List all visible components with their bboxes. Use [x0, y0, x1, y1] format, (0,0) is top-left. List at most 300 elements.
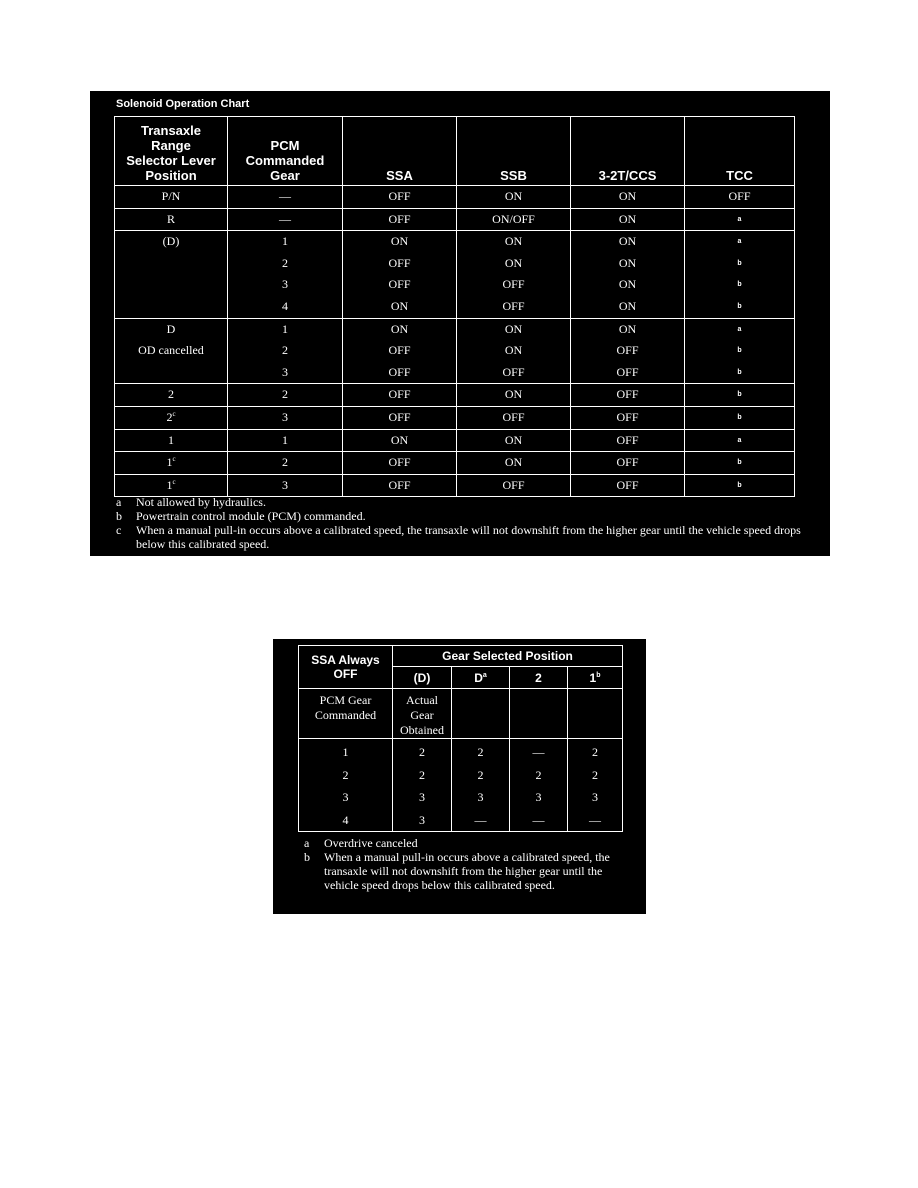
- ssb-cell: [457, 231, 571, 318]
- tcc-cell: [685, 384, 795, 407]
- col-1: [568, 667, 623, 689]
- cell-text: OFF: [616, 432, 639, 447]
- solenoid-row: [115, 186, 795, 209]
- gear-cell: [228, 406, 343, 429]
- d-paren-column: [393, 739, 452, 832]
- cell-value: 4: [342, 812, 349, 827]
- cell-value: [457, 209, 570, 231]
- d-column: [452, 739, 510, 832]
- cell-value: [457, 319, 570, 341]
- cell-value: —: [532, 745, 545, 759]
- cell-value: —: [532, 812, 545, 827]
- label-line: Commanded: [314, 708, 377, 722]
- cell-text: 3: [282, 277, 288, 292]
- cell-value: [343, 231, 456, 253]
- cell-text: —: [279, 211, 291, 226]
- cell-value: [571, 231, 684, 253]
- tcc-cell: [685, 429, 795, 452]
- tcc-cell: [685, 406, 795, 429]
- header-line: OFF: [333, 667, 358, 681]
- gear-cell: [228, 429, 343, 452]
- cell-text: P/N: [161, 189, 181, 203]
- position-cell: [115, 186, 228, 209]
- solenoid-table: [114, 116, 795, 497]
- cell-value: [571, 430, 684, 452]
- cell-text: OFF: [616, 455, 639, 470]
- col-label: 1: [589, 670, 597, 685]
- gear-cell: [228, 186, 343, 209]
- cell-text: a: [737, 436, 742, 444]
- cell-text: 2: [282, 255, 288, 270]
- position-superscript: c: [172, 477, 176, 486]
- cell-value: [228, 253, 342, 275]
- chart-footnotes: [304, 836, 634, 892]
- tcc-cell: [685, 231, 795, 318]
- ssb-cell: [457, 429, 571, 452]
- cell-text: b: [737, 281, 742, 289]
- cell-value: [457, 430, 570, 452]
- cell-text: OFF: [616, 343, 639, 358]
- col-d-paren: [393, 667, 452, 689]
- col-label: D: [474, 670, 483, 685]
- cell-value: [343, 253, 456, 275]
- col-2: [510, 667, 568, 689]
- pcm-gear-label: [299, 689, 393, 739]
- group-header: Gear Selected Position: [393, 646, 623, 667]
- cell-text: 2: [168, 387, 174, 402]
- cell-value: 2: [419, 767, 425, 782]
- cell-text: ON: [504, 321, 523, 336]
- cell-value: [685, 475, 794, 497]
- cell-text: b: [737, 302, 742, 310]
- cell-value: [228, 430, 342, 452]
- cell-text: OFF: [388, 409, 411, 424]
- cell-text: ON/OFF: [492, 211, 535, 226]
- cell-value: [115, 384, 227, 406]
- cell-value: [685, 319, 794, 341]
- cell-value: [685, 231, 794, 253]
- label-line: Actual: [406, 693, 438, 707]
- cell-value: 1: [342, 745, 349, 759]
- cell-text: b: [737, 413, 742, 421]
- header-line: Range: [151, 138, 191, 153]
- cell-value: [685, 362, 794, 384]
- empty-cell: [510, 689, 568, 739]
- solenoid-row: [115, 231, 795, 318]
- cell-value: [457, 186, 570, 208]
- header-line: Transaxle: [141, 123, 201, 138]
- footnote-key: a: [304, 836, 310, 850]
- cell-value: —: [474, 812, 487, 827]
- footnote-key: b: [116, 509, 122, 523]
- cell-text: OFF: [616, 364, 639, 379]
- cell-value: [571, 274, 684, 296]
- cell-value: 3: [419, 790, 425, 804]
- cell-text: 2: [282, 343, 288, 358]
- cell-value: [571, 186, 684, 208]
- cell-text: OFF: [502, 298, 525, 313]
- cell-value: 3: [342, 790, 349, 804]
- footnote-text: Powertrain control module (PCM) commanded.: [136, 509, 366, 523]
- ssa-cell: [343, 474, 457, 497]
- cell-value: [571, 384, 684, 406]
- cell-value: [115, 186, 227, 208]
- one-column: [568, 739, 623, 832]
- cell-value: [115, 209, 227, 231]
- cell-text: OFF: [388, 189, 411, 203]
- header-line: Commanded: [245, 153, 325, 168]
- cell-value: [571, 340, 684, 362]
- cell-text: OFF: [502, 364, 525, 379]
- cell-text: OFF: [388, 343, 411, 358]
- cell-value: [115, 430, 227, 452]
- cell-value: [343, 340, 456, 362]
- cell-text: 3: [282, 364, 288, 379]
- cell-value: —: [589, 812, 602, 827]
- cell-text: ON: [504, 343, 523, 358]
- cell-value: 2: [477, 745, 484, 759]
- cell-text: b: [737, 391, 742, 399]
- ssb-cell: [457, 318, 571, 384]
- footnote: [304, 836, 634, 850]
- cell-value: 3: [592, 790, 599, 804]
- cell-text: D: [166, 321, 176, 336]
- cell-text: 3: [282, 409, 288, 424]
- footnote-key: c: [116, 523, 122, 537]
- header-line: Gear: [270, 168, 300, 183]
- solenoid-row: [115, 406, 795, 429]
- cell-value: [228, 296, 342, 318]
- cell-value: [228, 475, 342, 497]
- col-label: (D): [413, 670, 431, 685]
- cell-text: OFF: [388, 211, 411, 226]
- cell-value: 2: [535, 767, 542, 782]
- cell-value: 3: [419, 812, 425, 827]
- chart-footnotes: [116, 495, 806, 551]
- cell-value: [343, 475, 456, 497]
- header-line: Position: [145, 168, 197, 183]
- tcc-cell: [685, 186, 795, 209]
- cell-text: ON: [618, 277, 637, 292]
- cell-value: [685, 452, 794, 474]
- cell-text: R: [166, 211, 175, 226]
- cell-text: OFF: [388, 364, 411, 379]
- gear-cell: [228, 452, 343, 475]
- cell-value: [343, 362, 456, 384]
- ccs-cell: [571, 474, 685, 497]
- label-line: PCM Gear: [319, 693, 372, 707]
- solenoid-row: [115, 318, 795, 384]
- cell-text: ON: [504, 387, 523, 402]
- cell-value: [685, 384, 794, 406]
- header-line: SSA Always: [311, 653, 380, 667]
- cell-value: [685, 340, 794, 362]
- cell-value: [457, 296, 570, 318]
- footnote: [116, 495, 806, 509]
- position-cell: [115, 318, 228, 384]
- cell-value: [457, 274, 570, 296]
- cell-text: OFF: [388, 455, 411, 470]
- ssa-cell: [343, 429, 457, 452]
- cell-value: [457, 452, 570, 474]
- ssb-cell: [457, 186, 571, 209]
- cell-value: [115, 231, 227, 253]
- cell-value: [457, 362, 570, 384]
- cell-value: [228, 362, 342, 384]
- tcc-cell: [685, 318, 795, 384]
- cell-value: 2: [419, 745, 425, 759]
- solenoid-row: [115, 474, 795, 497]
- cell-value: [685, 296, 794, 318]
- cell-text: ON: [504, 432, 523, 447]
- cell-text: OFF: [502, 477, 525, 492]
- label-row: [299, 689, 623, 739]
- position-cell: [115, 406, 228, 429]
- cell-text: OFF: [388, 477, 411, 492]
- empty-cell: [568, 689, 623, 739]
- actual-gear-label: [393, 689, 452, 739]
- cell-value: [571, 475, 684, 497]
- cell-value: [685, 407, 794, 429]
- cell-value: 2: [592, 767, 599, 782]
- cell-value: [343, 407, 456, 429]
- header-row: [299, 646, 623, 667]
- corner-header: [299, 646, 393, 689]
- cell-value: [228, 209, 342, 231]
- cell-value: [571, 407, 684, 429]
- cell-text: OFF: [502, 277, 525, 292]
- cell-text: OFF: [616, 387, 639, 402]
- footnote-text: Overdrive canceled: [324, 836, 418, 850]
- cell-value: [343, 186, 456, 208]
- ccs-cell: [571, 406, 685, 429]
- cell-value: [115, 319, 227, 341]
- cell-value: [228, 452, 342, 474]
- cell-value: [228, 384, 342, 406]
- cell-value: [457, 384, 570, 406]
- pcm-column: [299, 739, 393, 832]
- cell-text: 1: [166, 455, 173, 470]
- ssa-cell: [343, 384, 457, 407]
- ssb-cell: [457, 208, 571, 231]
- cell-value: [343, 296, 456, 318]
- cell-value: [571, 209, 684, 231]
- cell-text: 4: [282, 298, 288, 313]
- two-column: [510, 739, 568, 832]
- cell-text: 1: [282, 321, 288, 336]
- footnote-key: b: [304, 850, 310, 864]
- ssa-cell: [343, 452, 457, 475]
- header-position: [115, 117, 228, 186]
- cell-value: [115, 340, 227, 362]
- label-line: Obtained: [400, 723, 444, 737]
- position-cell: [115, 452, 228, 475]
- cell-value: [457, 253, 570, 275]
- cell-value: [571, 362, 684, 384]
- ccs-cell: [571, 208, 685, 231]
- cell-text: 3: [282, 477, 288, 492]
- cell-text: OFF: [502, 409, 525, 424]
- position-cell: [115, 208, 228, 231]
- values-row: [299, 739, 623, 832]
- cell-value: [228, 340, 342, 362]
- cell-text: b: [737, 481, 742, 489]
- header-row: [115, 117, 795, 186]
- cell-value: [343, 384, 456, 406]
- label-line: Gear: [410, 708, 434, 722]
- ssb-cell: [457, 452, 571, 475]
- footnote-text: When a manual pull-in occurs above a calibrated speed, the transaxle will not downshift from the higher gear until the vehicle speed drops below this calibrated speed.: [324, 850, 610, 892]
- solenoid-row: [115, 452, 795, 475]
- ccs-cell: [571, 231, 685, 318]
- ssb-cell: [457, 406, 571, 429]
- cell-text: ON: [618, 321, 637, 336]
- cell-text: b: [737, 259, 742, 267]
- cell-text: ON: [504, 189, 523, 203]
- ssa-cell: [343, 231, 457, 318]
- ssa-cell: [343, 208, 457, 231]
- cell-text: 1: [168, 432, 174, 447]
- cell-value: [457, 340, 570, 362]
- footnote-text: When a manual pull-in occurs above a calibrated speed, the transaxle will not downshift from the higher gear until the vehicle speed drops below this calibrated speed.: [136, 523, 801, 551]
- cell-text: (D): [162, 234, 180, 249]
- cell-text: a: [737, 325, 742, 333]
- cell-text: b: [737, 347, 742, 355]
- chart-title: Solenoid Operation Chart: [116, 98, 250, 110]
- cell-value: [228, 274, 342, 296]
- cell-text: OD cancelled: [138, 343, 204, 358]
- cell-value: [228, 231, 342, 253]
- gear-cell: [228, 231, 343, 318]
- cell-text: 2: [282, 455, 288, 470]
- col-d: [452, 667, 510, 689]
- cell-value: 3: [477, 790, 484, 804]
- ssb-cell: [457, 474, 571, 497]
- position-cell: [115, 231, 228, 318]
- footnote: [116, 509, 806, 523]
- footnote: [116, 523, 806, 551]
- cell-value: [685, 430, 794, 452]
- gear-cell: [228, 384, 343, 407]
- solenoid-row: [115, 384, 795, 407]
- cell-text: ON: [390, 298, 409, 313]
- cell-value: 2: [342, 767, 349, 782]
- cell-text: ON: [618, 298, 637, 313]
- cell-value: [115, 452, 227, 474]
- cell-text: a: [737, 238, 742, 246]
- ccs-cell: [571, 452, 685, 475]
- header-gear: [228, 117, 343, 186]
- cell-text: ON: [390, 321, 409, 336]
- cell-text: 1: [282, 234, 288, 249]
- cell-value: [571, 319, 684, 341]
- cell-value: [343, 430, 456, 452]
- cell-value: [343, 274, 456, 296]
- ccs-cell: [571, 318, 685, 384]
- cell-text: ON: [618, 189, 637, 203]
- col-sup: b: [596, 671, 601, 679]
- ssa-cell: [343, 186, 457, 209]
- header-line: Selector Lever: [126, 153, 216, 168]
- cell-value: [457, 407, 570, 429]
- tcc-cell: [685, 474, 795, 497]
- empty-cell: [452, 689, 510, 739]
- ccs-cell: [571, 429, 685, 452]
- gear-cell: [228, 318, 343, 384]
- header-ccs: 3-2T/CCS: [571, 117, 685, 186]
- footnote-key: a: [116, 495, 122, 509]
- cell-value: [685, 186, 794, 208]
- cell-value: [115, 407, 227, 429]
- cell-text: OFF: [616, 477, 639, 492]
- cell-text: 1: [166, 477, 173, 492]
- gear-cell: [228, 208, 343, 231]
- ccs-cell: [571, 384, 685, 407]
- cell-text: OFF: [616, 409, 639, 424]
- col-sup: a: [482, 671, 487, 679]
- cell-value: 3: [535, 790, 542, 804]
- footnote: [304, 850, 634, 892]
- cell-value: [571, 452, 684, 474]
- cell-text: ON: [504, 455, 523, 470]
- solenoid-row: [115, 429, 795, 452]
- cell-value: 2: [477, 767, 484, 782]
- cell-value: [228, 186, 342, 208]
- cell-text: OFF: [388, 387, 411, 402]
- col-label: 2: [535, 670, 542, 685]
- cell-value: [115, 475, 227, 497]
- cell-value: [228, 407, 342, 429]
- gear-selected-table: [298, 645, 623, 832]
- cell-value: [457, 231, 570, 253]
- solenoid-operation-chart: [90, 91, 830, 556]
- cell-text: ON: [618, 255, 637, 270]
- cell-text: b: [737, 368, 742, 376]
- gear-cell: [228, 474, 343, 497]
- cell-text: 1: [282, 432, 288, 447]
- header-ssb: SSB: [457, 117, 571, 186]
- ccs-cell: [571, 186, 685, 209]
- cell-value: [343, 452, 456, 474]
- cell-text: ON: [504, 255, 523, 270]
- cell-text: ON: [618, 234, 637, 249]
- header-tcc: TCC: [685, 117, 795, 186]
- position-cell: [115, 384, 228, 407]
- cell-text: a: [737, 215, 742, 223]
- position-cell: [115, 474, 228, 497]
- cell-text: b: [737, 459, 742, 467]
- cell-text: 2: [282, 387, 288, 402]
- ssb-cell: [457, 384, 571, 407]
- position-superscript: c: [172, 409, 176, 418]
- header-ssa: SSA: [343, 117, 457, 186]
- cell-text: OFF: [388, 277, 411, 292]
- cell-value: [457, 475, 570, 497]
- position-superscript: c: [172, 455, 176, 464]
- header-line: PCM: [270, 138, 300, 153]
- cell-value: [343, 209, 456, 231]
- ssa-cell: [343, 406, 457, 429]
- cell-text: OFF: [728, 189, 751, 203]
- cell-text: 2: [166, 409, 173, 424]
- cell-value: [228, 319, 342, 341]
- cell-text: —: [279, 189, 291, 203]
- ssa-always-off-chart: [273, 639, 646, 914]
- cell-text: ON: [504, 234, 523, 249]
- tcc-cell: [685, 452, 795, 475]
- position-cell: [115, 429, 228, 452]
- cell-value: 2: [592, 745, 599, 759]
